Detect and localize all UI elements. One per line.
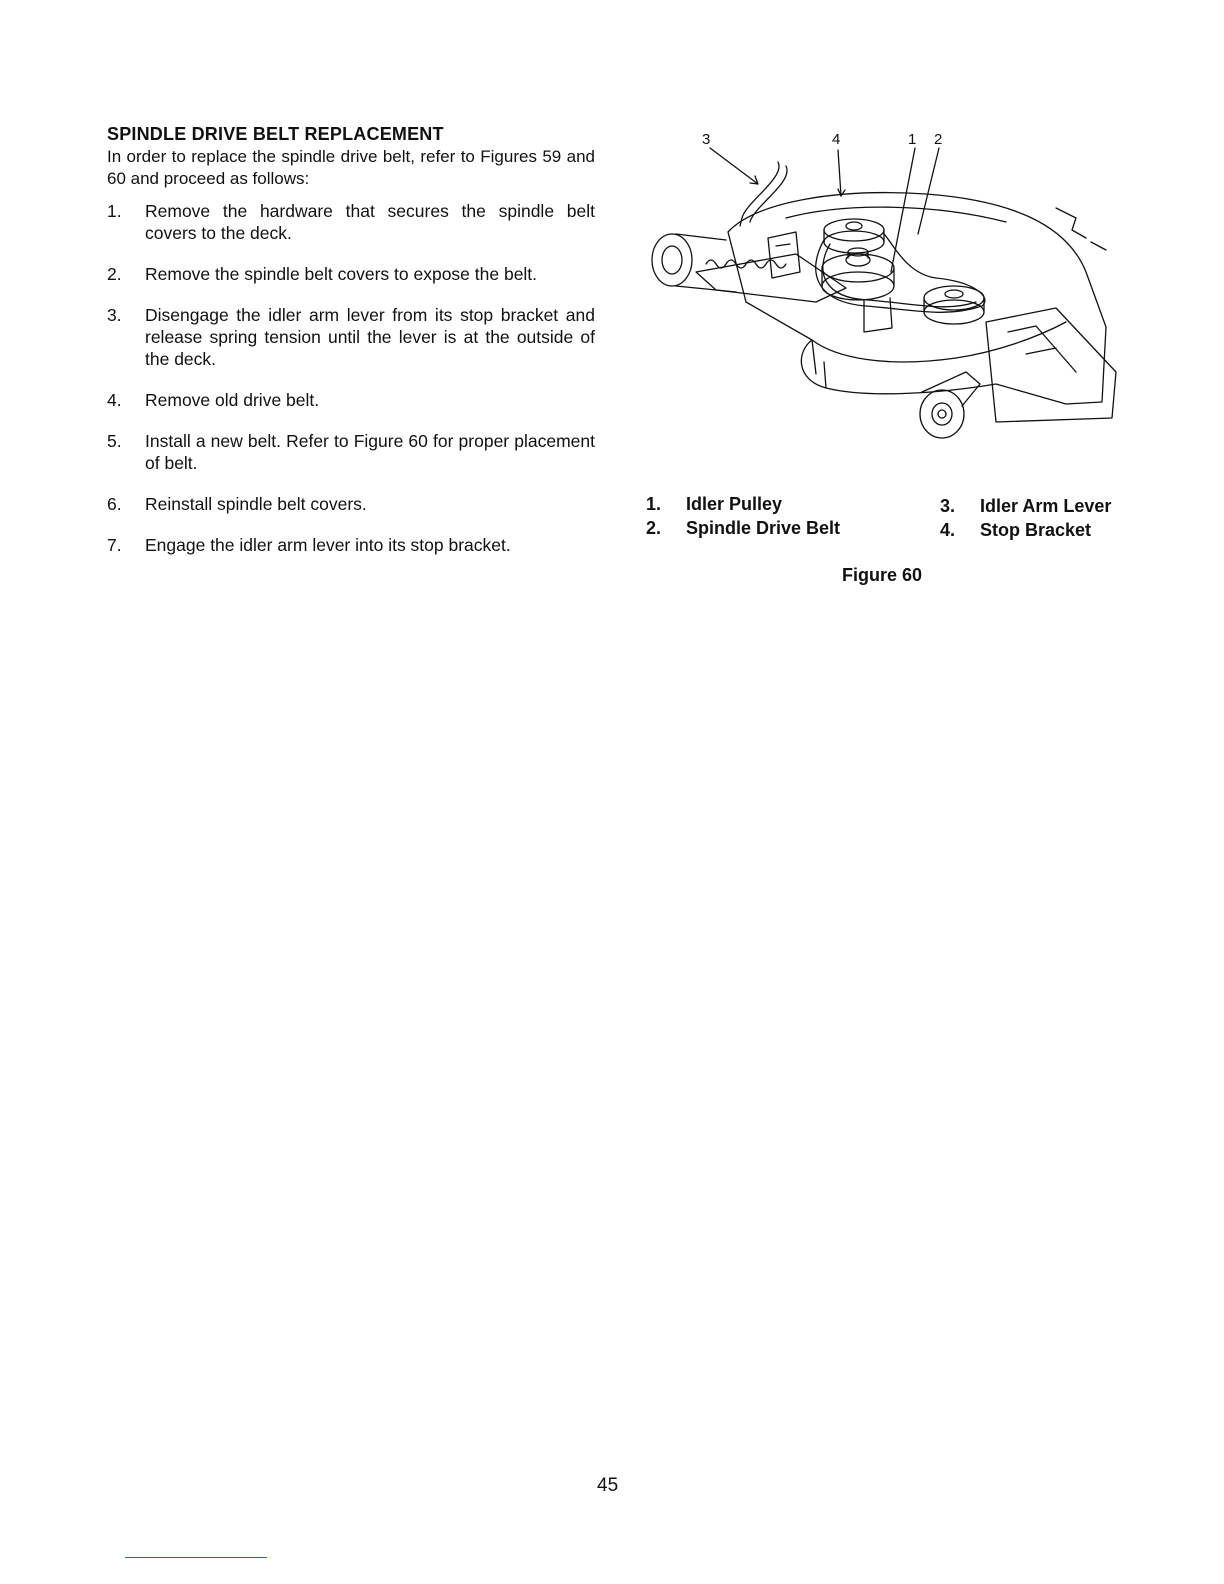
step-number: 5. — [107, 431, 122, 451]
legend-item — [646, 494, 782, 515]
list-item — [107, 304, 595, 370]
step-text: Install a new belt. Refer to Figure 60 for proper placement of belt. — [145, 431, 595, 473]
intro-paragraph: In order to replace the spindle drive belt, refer to Figures 59 and 60 and proceed as follows: — [107, 147, 595, 188]
legend-number: 2. — [646, 518, 662, 538]
leader-line — [918, 148, 939, 234]
step-number: 3. — [107, 305, 122, 325]
step-number: 1. — [107, 201, 122, 221]
step-number: 6. — [107, 494, 122, 514]
list-item — [107, 493, 595, 515]
step-number: 2. — [107, 264, 122, 284]
legend-label: Idler Pulley — [686, 494, 783, 514]
callout-label: 2 — [934, 131, 943, 148]
step-text: Remove old drive belt. — [145, 390, 320, 410]
legend-number: 4. — [940, 520, 956, 540]
discharge-chute — [986, 308, 1116, 422]
callout-label: 3 — [702, 131, 711, 148]
callout-label: 1 — [908, 131, 917, 148]
center-spindle-pulley — [822, 254, 894, 282]
leader-line — [710, 148, 758, 184]
legend-item — [940, 496, 1111, 517]
legend-label: Stop Bracket — [980, 520, 1092, 540]
section-title: SPINDLE DRIVE BELT REPLACEMENT — [107, 124, 444, 144]
figure-caption: Figure 60 — [842, 565, 923, 585]
legend-item — [940, 520, 1091, 541]
list-item — [107, 389, 595, 411]
step-text: Disengage the idler arm lever from its stop bracket and release spring tension until the lever is at the outside of the deck. — [145, 305, 595, 369]
legend-item — [646, 518, 840, 539]
step-text: Engage the idler arm lever into its stop bracket. — [145, 535, 511, 555]
legend-label: Idler Arm Lever — [980, 496, 1112, 516]
list-item — [107, 430, 595, 474]
left-wheel — [652, 234, 692, 286]
front-wheel — [920, 390, 964, 438]
leader-line — [891, 148, 915, 272]
step-text: Reinstall spindle belt covers. — [145, 494, 367, 514]
page-number: 45 — [597, 1475, 619, 1496]
steps-list — [107, 200, 595, 556]
tension-spring — [706, 260, 786, 268]
step-text: Remove the hardware that secures the spindle belt covers to the deck. — [145, 201, 595, 243]
list-item — [107, 534, 595, 556]
step-number: 4. — [107, 390, 122, 410]
footer-divider — [125, 1557, 267, 1558]
legend-number: 1. — [646, 494, 662, 514]
step-number: 7. — [107, 535, 122, 555]
legend-number: 3. — [940, 496, 956, 516]
callout-label: 4 — [832, 131, 841, 148]
legend-label: Spindle Drive Belt — [686, 518, 841, 538]
list-item — [107, 263, 595, 285]
instructions-column — [107, 122, 595, 575]
mower-deck-illustration — [636, 122, 1126, 462]
step-text: Remove the spindle belt covers to expose the belt. — [145, 264, 538, 284]
idler-arm-lever — [740, 162, 787, 226]
stop-bracket — [768, 232, 800, 278]
list-item — [107, 200, 595, 244]
